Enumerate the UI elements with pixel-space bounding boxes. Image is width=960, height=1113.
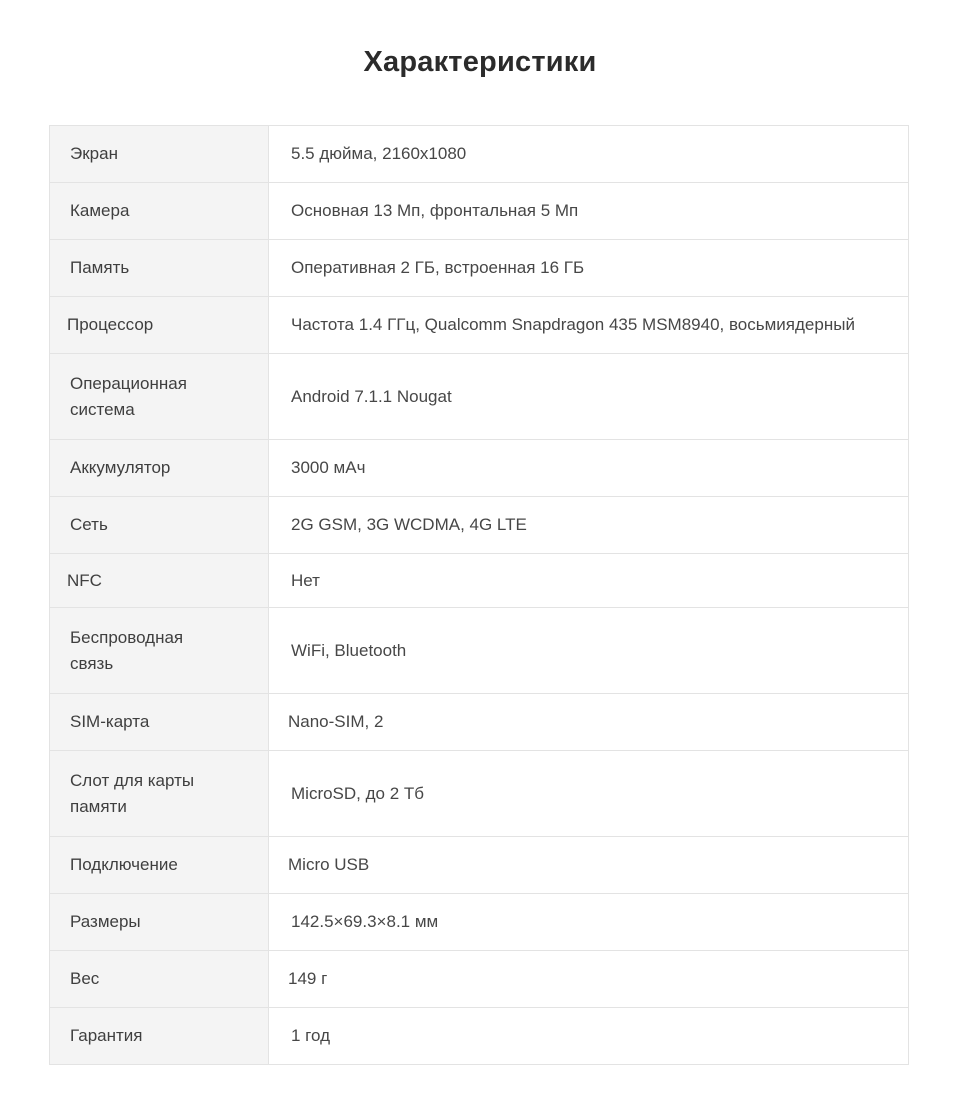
spec-value: Частота 1.4 ГГц, Qualcomm Snapdragon 435 MSM8940, восьмиядерный <box>269 297 909 354</box>
spec-row-camera <box>50 183 909 240</box>
spec-label: SIM-карта <box>50 694 269 751</box>
spec-value-text: 149 г <box>288 969 328 988</box>
spec-label-text: Операционная система <box>70 373 187 419</box>
spec-row-connection <box>50 837 909 894</box>
spec-value: Оперативная 2 ГБ, встроенная 16 ГБ <box>269 240 909 297</box>
spec-value: 5.5 дюйма, 2160x1080 <box>269 126 909 183</box>
spec-row-sim <box>50 694 909 751</box>
spec-label-text: Слот для карты памяти <box>70 770 195 816</box>
spec-label: Размеры <box>50 894 269 951</box>
spec-label <box>50 354 269 440</box>
spec-row-screen <box>50 126 909 183</box>
spec-row-weight <box>50 951 909 1008</box>
spec-label: Память <box>50 240 269 297</box>
spec-row-wireless <box>50 608 909 694</box>
spec-row-network <box>50 497 909 554</box>
spec-row-battery <box>50 440 909 497</box>
spec-label: Сеть <box>50 497 269 554</box>
spec-label-text: NFC <box>67 570 102 590</box>
spec-label: Аккумулятор <box>50 440 269 497</box>
spec-value: 2G GSM, 3G WCDMA, 4G LTE <box>269 497 909 554</box>
spec-row-dimensions <box>50 894 909 951</box>
spec-label <box>50 297 269 354</box>
spec-label-text: Беспроводная связь <box>70 627 184 673</box>
spec-value: Основная 13 Мп, фронтальная 5 Мп <box>269 183 909 240</box>
spec-value <box>269 694 909 751</box>
spec-value: MicroSD, до 2 Тб <box>269 751 909 837</box>
spec-label <box>50 608 269 694</box>
spec-row-warranty <box>50 1008 909 1065</box>
spec-label: Вес <box>50 951 269 1008</box>
spec-value <box>269 951 909 1008</box>
page-title: Характеристики <box>363 46 597 78</box>
spec-label <box>50 554 269 608</box>
spec-row-nfc <box>50 554 909 608</box>
spec-value: Нет <box>269 554 909 608</box>
spec-label: Подключение <box>50 837 269 894</box>
spec-value-text: Micro USB <box>288 855 370 874</box>
spec-label <box>50 751 269 837</box>
spec-row-os <box>50 354 909 440</box>
spec-value: WiFi, Bluetooth <box>269 608 909 694</box>
spec-row-processor <box>50 297 909 354</box>
spec-row-memory-slot <box>50 751 909 837</box>
spec-value: 3000 мАч <box>269 440 909 497</box>
spec-value: 142.5×69.3×8.1 мм <box>269 894 909 951</box>
spec-label: Камера <box>50 183 269 240</box>
spec-value <box>269 837 909 894</box>
spec-label: Гарантия <box>50 1008 269 1065</box>
spec-label: Экран <box>50 126 269 183</box>
spec-value-text: Nano-SIM, 2 <box>288 712 384 731</box>
spec-value: Android 7.1.1 Nougat <box>269 354 909 440</box>
spec-label-text: Процессор <box>67 315 154 334</box>
specs-table <box>49 125 909 1065</box>
spec-value: 1 год <box>269 1008 909 1065</box>
spec-row-memory <box>50 240 909 297</box>
